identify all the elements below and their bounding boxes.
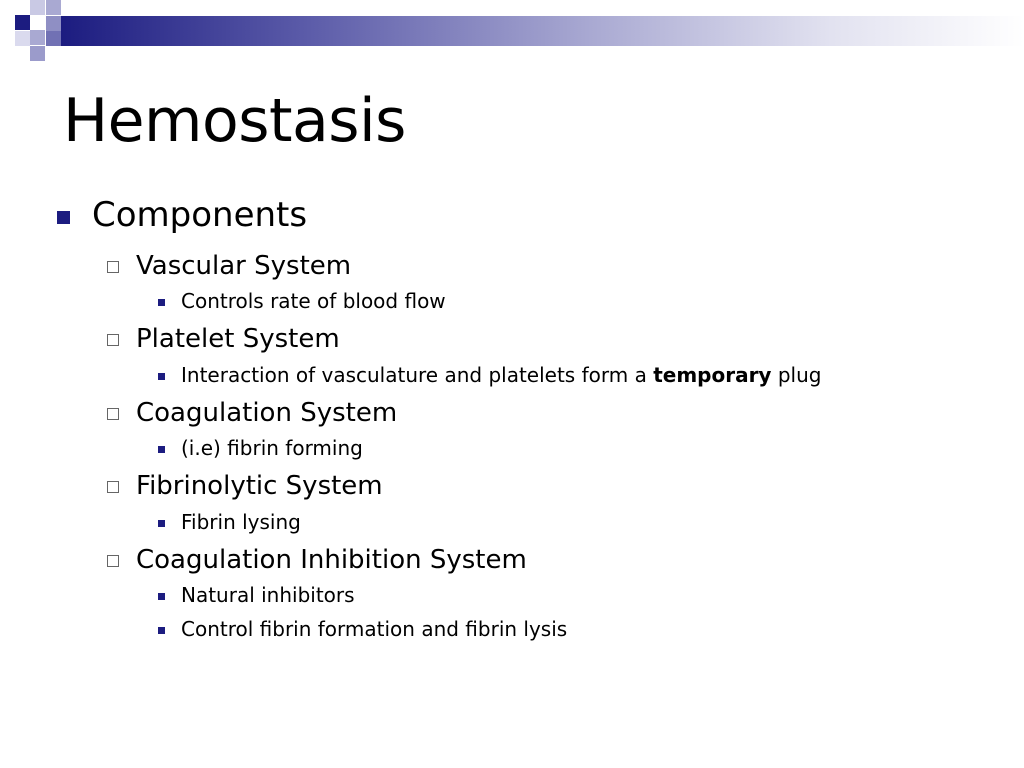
bullet-text: Controls rate of blood flow [181,289,446,313]
square-bullet-icon [158,593,165,600]
bullet-text: Natural inhibitors [181,583,355,607]
square-bullet-icon [57,211,70,224]
square-bullet-icon [158,446,165,453]
bullet-text: Control fibrin formation and fibrin lysis [181,617,568,641]
hollow-square-bullet-icon [107,261,119,273]
square-bullet-icon [158,627,165,634]
hollow-square-bullet-icon [107,408,119,420]
bullet-text: Fibrin lysing [181,510,301,534]
hollow-square-bullet-icon [107,334,119,346]
hollow-square-bullet-icon [107,555,119,567]
bullet-text [181,365,821,385]
bullet-text-bold: temporary [653,363,772,387]
square-bullet-icon [158,299,165,306]
bullet-text: Components [92,195,308,235]
bullet-text: (i.e) fibrin forming [181,436,363,460]
bullet-text: Vascular System [136,251,352,281]
slide-title: Hemostasis [63,86,406,156]
bullet-text: Platelet System [136,324,340,354]
bullet-text: Coagulation Inhibition System [136,545,527,575]
square-bullet-icon [158,520,165,527]
square-bullet-icon [158,373,165,380]
bullet-text-before: Interaction of vasculature and platelets form a [181,363,647,387]
bullet-text-after: plug [777,363,822,387]
bullet-text: Coagulation System [136,398,398,428]
hollow-square-bullet-icon [107,481,119,493]
bullet-text: Fibrinolytic System [136,471,383,501]
